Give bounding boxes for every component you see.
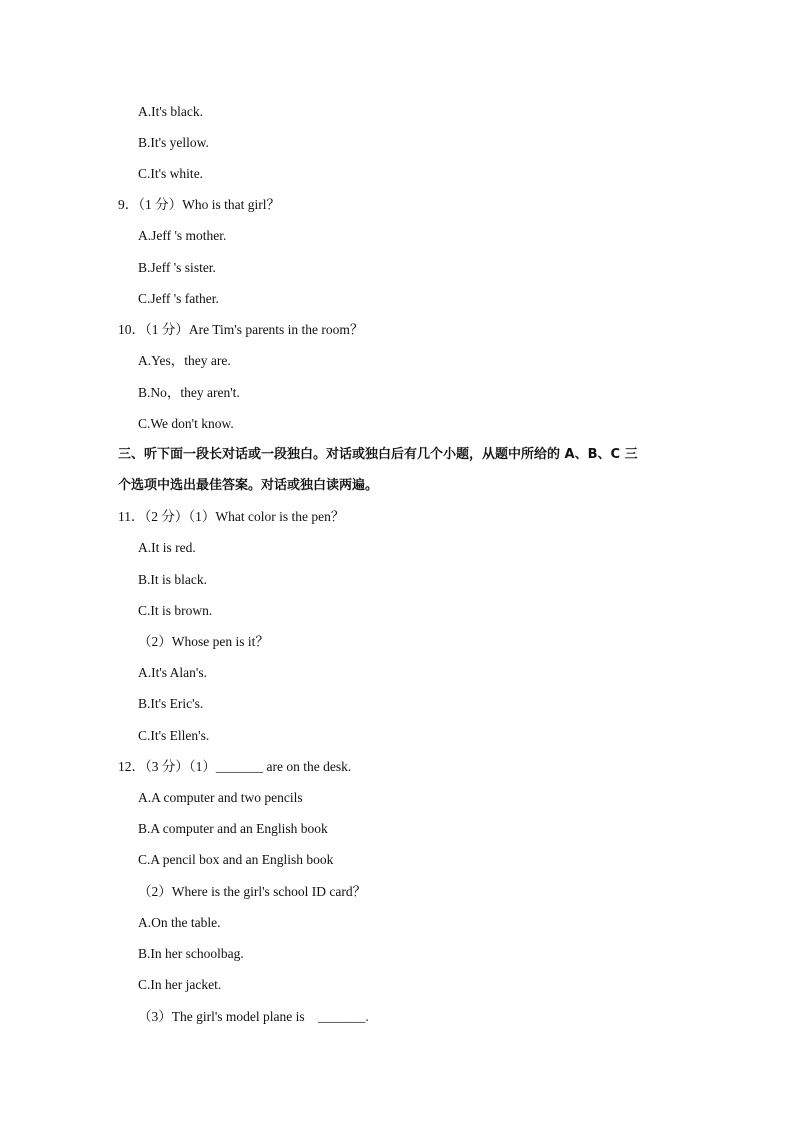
q11-1-option-b: B.It is black. <box>138 572 207 587</box>
q10-option-c: C.We don't know. <box>138 416 234 431</box>
q12-1-option-c: C.A pencil box and an English book <box>138 852 334 867</box>
q11-1-option-a: A.It is red. <box>138 540 196 555</box>
question-11-part-2: （2）Whose pen is it？ <box>138 634 269 649</box>
q12-1-option-a: A.A computer and two pencils <box>138 790 303 805</box>
q8-option-b: B.It's yellow. <box>138 135 209 150</box>
q9-option-c: C.Jeff 's father. <box>138 291 219 306</box>
question-9: 9．（1 分）Who is that girl？ <box>118 197 280 212</box>
q11-2-option-c: C.It's Ellen's. <box>138 728 210 743</box>
q8-option-c: C.It's white. <box>138 166 204 181</box>
q11-1-option-c: C.It is brown. <box>138 603 213 618</box>
question-12: 12．（3 分）（1）_______ are on the desk. <box>118 759 352 774</box>
q9-option-a: A.Jeff 's mother. <box>138 228 227 243</box>
q8-option-a: A.It's black. <box>138 104 204 119</box>
q11-2-option-a: A.It's Alan's. <box>138 665 207 680</box>
section-3-instructions-line-1: 三、听下面一段长对话或一段独白。对话或独白后有几个小题，从题中所给的 A、B、C 三 <box>118 447 638 462</box>
q10-option-b: B.No，they aren't. <box>138 385 240 400</box>
q12-2-option-a: A.On the table. <box>138 915 221 930</box>
q9-option-b: B.Jeff 's sister. <box>138 260 216 275</box>
q12-2-option-b: B.In her schoolbag. <box>138 946 244 961</box>
q12-2-option-c: C.In her jacket. <box>138 977 222 992</box>
q12-1-option-b: B.A computer and an English book <box>138 821 328 836</box>
q10-option-a: A.Yes，they are. <box>138 353 231 368</box>
question-12-part-2: （2）Where is the girl's school ID card？ <box>138 884 367 899</box>
q11-2-option-b: B.It's Eric's. <box>138 696 204 711</box>
section-3-instructions-line-2: 个选项中选出最佳答案。对话或独白读两遍。 <box>118 478 379 493</box>
question-11: 11．（2 分）（1）What color is the pen？ <box>118 509 345 524</box>
question-10: 10．（1 分）Are Tim's parents in the room？ <box>118 322 364 337</box>
question-12-part-3: （3）The girl's model plane is _______. <box>138 1009 369 1024</box>
